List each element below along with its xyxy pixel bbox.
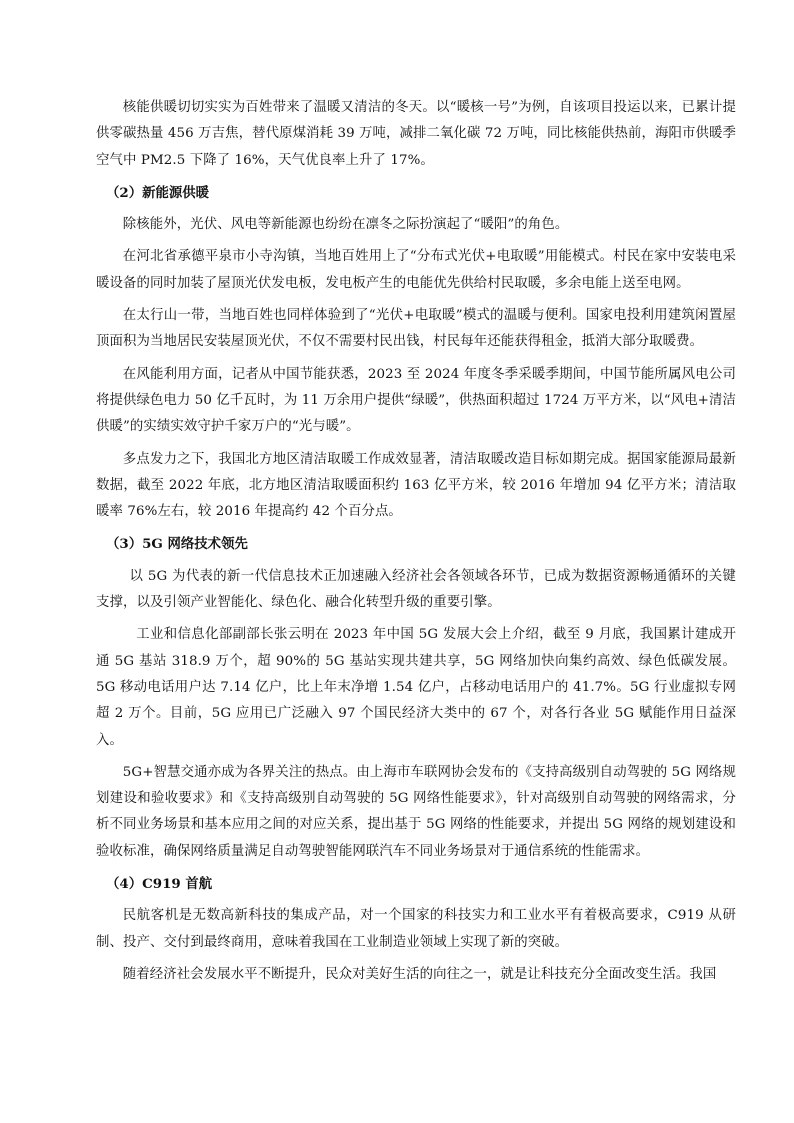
paragraph-5g-intro: 以 5G 为代表的新一代信息技术正加速融入经济社会各领域各环节，已成为数据资源畅通循环的关键支撑，以及引领产业智能化、绿色化、融合化转型升级的重要引擎。 bbox=[96, 568, 736, 611]
paragraph-c919-significance: 民航客机是无数高新科技的集成产品，对一个国家的科技实力和工业水平有着极高要求，C919 从研制、投产、交付到最终商用，意味着我国在工业制造业领域上实现了新的突破。 bbox=[96, 908, 736, 950]
document-body bbox=[96, 95, 736, 994]
paragraph-taihang-solar: 在太行山一带，当地百姓也同样体验到了“光伏+电取暖”模式的温暖与便利。国家电投利用建筑闲置屋顶面积为当地居民安装屋顶光伏，不仅不需要村民出钱，村民每年还能获得租金，抵消大部分取暖费。 bbox=[96, 308, 736, 350]
paragraph-5g-statistics: 工业和信息化部副部长张云明在 2023 年中国 5G 发展大会上介绍，截至 9 月底，我国累计建成开通 5G 基站 318.9 万个，超 90%的 5G 基站实现共建共享，5G 网络加快向集约高效、绿色低碳发展。5G 移动电话用户达 7.14 亿户，比上年末净增 1.54 亿户，占移动电话用户的 41.7%。5G 行业虚拟专网超 2 万个。目前，5G 应用已广泛融入 97 个国民经济大类中的 67 个，对各行各业 5G 赋能作用日益深入。 bbox=[96, 627, 736, 748]
paragraph-5g-smart-traffic: 5G+智慧交通亦成为各界关注的热点。由上海市车联网协会发布的《支持高级别自动驾驶的 5G 网络规划建设和验收要求》和《支持高级别自动驾驶的 5G 网络性能要求》，针对高级别自动驾驶的网络需求，分析不同业务场景和基本应用之间的对应关系，提出基于 5G 网络的性能要求，并提出 5G 网络的规划建设和验收标准，确保网络质量满足自动驾驶智能网联汽车不同业务场景对于通信系统的性能需求。 bbox=[96, 764, 736, 859]
paragraph-new-energy-intro: 除核能外，光伏、风电等新能源也纷纷在凛冬之际扮演起了“暖阳”的角色。 bbox=[122, 217, 569, 233]
paragraph-c919-continuation: 随着经济社会发展水平不断提升，民众对美好生活的向往之一，就是让科技充分全面改变生活。我国 bbox=[122, 966, 717, 982]
paragraph-wind-power: 在风能利用方面，记者从中国节能获悉，2023 至 2024 年度冬季采暖季期间，中国节能所属风电公司将提供绿色电力 50 亿千瓦时，为 11 万余用户提供“绿暖”，供热面积超过 1724 万平方米，以“风电+清洁供暖”的实绩实效守护千家万户的“光与暖”。 bbox=[96, 366, 736, 435]
paragraph-clean-heating-results: 多点发力之下，我国北方地区清洁取暖工作成效显著，清洁取暖改造目标如期完成。据国家能源局最新数据，截至 2022 年底，北方地区清洁取暖面积约 163 亿平方米，较 2016 年增加 94 亿平方米；清洁取暖率 76%左右，较 2016 年提高约 42 个百分点。 bbox=[96, 451, 736, 520]
section-heading-new-energy-heating: （2）新能源供暖 bbox=[106, 184, 210, 201]
paragraph-hebei-solar: 在河北省承德平泉市小寺沟镇，当地百姓用上了“分布式光伏+电取暖”用能模式。村民在家中安装电采暖设备的同时加装了屋顶光伏发电板，发电板产生的电能优先供给村民取暖，多余电能上送至电网。 bbox=[96, 249, 736, 291]
section-heading-c919: （4）C919 首航 bbox=[106, 876, 213, 893]
paragraph-nuclear-heating: 核能供暖切切实实为百姓带来了温暖又清洁的冬天。以“暖核一号”为例，自该项目投运以来，已累计提供零碳热量 456 万吉焦，替代原煤消耗 39 万吨，减排二氧化碳 72 万吨，同比核能供热前，海阳市供暖季空气中 PM2.5 下降了 16%，天气优良率上升了 17%。 bbox=[96, 100, 736, 168]
section-heading-5g: （3）5G 网络技术领先 bbox=[106, 536, 248, 553]
